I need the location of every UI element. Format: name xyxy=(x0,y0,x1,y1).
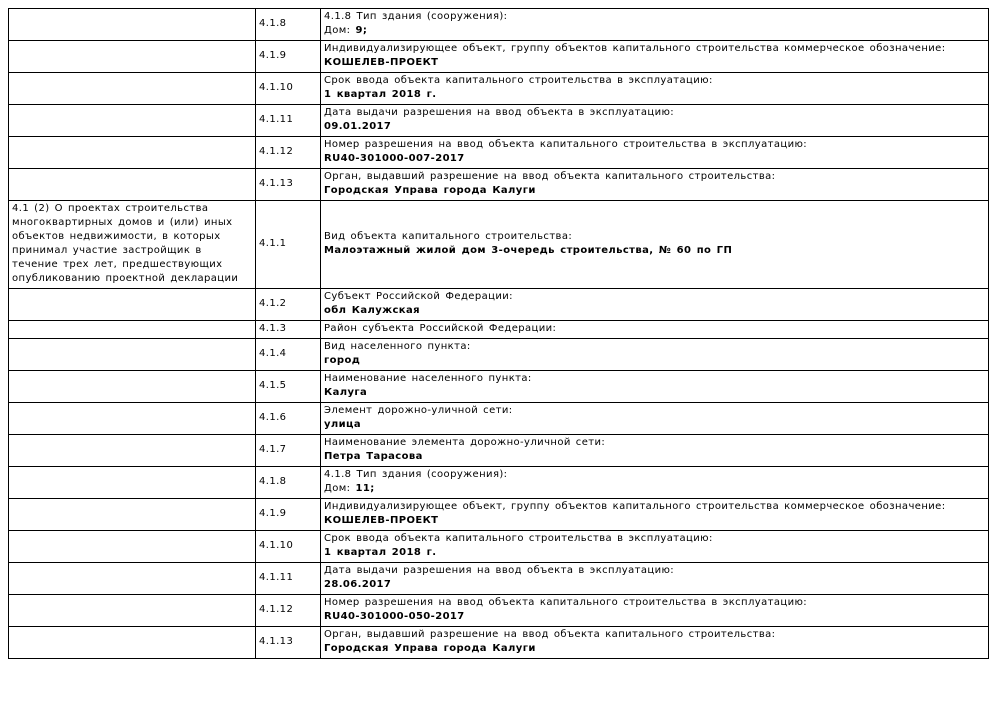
table-row xyxy=(9,9,989,41)
field-value-line xyxy=(324,120,985,134)
field-value-line xyxy=(324,56,985,70)
table-row xyxy=(9,499,989,531)
section-label-cell xyxy=(9,137,256,169)
field-value: RU40-301000-050-2017 xyxy=(324,611,465,622)
field-value: RU40-301000-007-2017 xyxy=(324,153,465,164)
field-value: 09.01.2017 xyxy=(324,121,392,132)
section-label-cell xyxy=(9,627,256,659)
field-label: 4.1.8 Тип здания (сооружения): xyxy=(324,11,508,22)
row-code: 4.1.9 xyxy=(256,41,321,73)
table-body xyxy=(9,9,989,659)
row-content xyxy=(321,321,989,339)
field-value-line xyxy=(324,514,985,528)
row-code: 4.1.7 xyxy=(256,435,321,467)
field-label: Срок ввода объекта капитального строительства в эксплуатацию: xyxy=(324,533,713,544)
table-row xyxy=(9,467,989,499)
field-label: Дата выдачи разрешения на ввод объекта в эксплуатацию: xyxy=(324,565,675,576)
row-code: 4.1.3 xyxy=(256,321,321,339)
section-label-cell xyxy=(9,41,256,73)
field-value-line xyxy=(324,152,985,166)
row-content xyxy=(321,371,989,403)
row-code: 4.1.9 xyxy=(256,499,321,531)
field-value-line xyxy=(324,184,985,198)
table-row xyxy=(9,403,989,435)
table-row xyxy=(9,531,989,563)
row-content xyxy=(321,563,989,595)
row-content xyxy=(321,41,989,73)
table-row xyxy=(9,41,989,73)
field-value-line xyxy=(324,578,985,592)
field-label: 4.1.8 Тип здания (сооружения): xyxy=(324,469,508,480)
field-value-line xyxy=(324,450,985,464)
field-value-line xyxy=(324,642,985,656)
row-code: 4.1.1 xyxy=(256,201,321,289)
field-label: Наименование элемента дорожно-уличной сети: xyxy=(324,437,606,448)
field-value: 1 квартал 2018 г. xyxy=(324,89,437,100)
field-value: Калуга xyxy=(324,387,368,398)
field-value: 11; xyxy=(355,483,375,494)
field-label: Орган, выдавший разрешение на ввод объекта капитального строительства: xyxy=(324,171,776,182)
table-row xyxy=(9,105,989,137)
section-label-cell xyxy=(9,371,256,403)
section-label-cell xyxy=(9,289,256,321)
row-code: 4.1.11 xyxy=(256,105,321,137)
field-value: 28.06.2017 xyxy=(324,579,392,590)
field-value: город xyxy=(324,355,361,366)
field-value: КОШЕЛЕВ-ПРОЕКТ xyxy=(324,57,439,68)
section-label-cell xyxy=(9,339,256,371)
field-label: Район субъекта Российской Федерации: xyxy=(324,323,557,334)
table-row xyxy=(9,563,989,595)
row-content xyxy=(321,403,989,435)
field-value-line xyxy=(324,610,985,624)
row-code: 4.1.13 xyxy=(256,169,321,201)
row-code: 4.1.4 xyxy=(256,339,321,371)
field-label: Срок ввода объекта капитального строительства в эксплуатацию: xyxy=(324,75,713,86)
section-label-cell xyxy=(9,321,256,339)
field-value-line xyxy=(324,546,985,560)
section-label-cell xyxy=(9,9,256,41)
field-value: 9; xyxy=(355,25,368,36)
row-content xyxy=(321,435,989,467)
table-row xyxy=(9,201,989,289)
row-content xyxy=(321,595,989,627)
section-label-cell xyxy=(9,105,256,137)
field-value-line xyxy=(324,304,985,318)
row-code: 4.1.5 xyxy=(256,371,321,403)
table-row xyxy=(9,73,989,105)
row-code: 4.1.8 xyxy=(256,9,321,41)
row-code: 4.1.8 xyxy=(256,467,321,499)
table-row xyxy=(9,627,989,659)
row-content xyxy=(321,169,989,201)
row-code: 4.1.12 xyxy=(256,595,321,627)
table-row xyxy=(9,321,989,339)
row-code: 4.1.11 xyxy=(256,563,321,595)
field-label: Номер разрешения на ввод объекта капитального строительства в эксплуатацию: xyxy=(324,139,808,150)
row-content xyxy=(321,201,989,289)
section-label-cell xyxy=(9,563,256,595)
field-label: Субъект Российской Федерации: xyxy=(324,291,513,302)
section-label-cell xyxy=(9,499,256,531)
row-code: 4.1.10 xyxy=(256,73,321,105)
field-value: Городская Управа города Калуги xyxy=(324,185,536,196)
field-value: Петра Тарасова xyxy=(324,451,423,462)
field-value: обл Калужская xyxy=(324,305,420,316)
row-code: 4.1.6 xyxy=(256,403,321,435)
section-label-cell xyxy=(9,403,256,435)
row-content xyxy=(321,137,989,169)
row-code: 4.1.12 xyxy=(256,137,321,169)
section-label-cell xyxy=(9,169,256,201)
field-label: Элемент дорожно-уличной сети: xyxy=(324,405,513,416)
section-label-cell xyxy=(9,435,256,467)
row-content xyxy=(321,467,989,499)
field-value-line xyxy=(324,482,985,496)
field-label: Орган, выдавший разрешение на ввод объекта капитального строительства: xyxy=(324,629,776,640)
row-code: 4.1.13 xyxy=(256,627,321,659)
row-content xyxy=(321,9,989,41)
field-label: Вид населенного пункта: xyxy=(324,341,471,352)
field-value-line xyxy=(324,24,985,38)
field-value-line xyxy=(324,354,985,368)
field-label: Наименование населенного пункта: xyxy=(324,373,532,384)
section-label-cell: 4.1 (2) О проектах строительства многоквартирных домов и (или) иных объектов недвижимости, в которых принимал участие застройщик в течение трех лет, предшествующих опубликованию проектной декларации xyxy=(9,201,256,289)
table-row xyxy=(9,339,989,371)
table-row xyxy=(9,595,989,627)
field-value-line xyxy=(324,386,985,400)
row-code: 4.1.10 xyxy=(256,531,321,563)
project-declaration-table xyxy=(8,8,989,659)
field-value-prefix: Дом: xyxy=(324,483,356,494)
row-content xyxy=(321,531,989,563)
row-content xyxy=(321,73,989,105)
section-label-cell xyxy=(9,467,256,499)
field-value: КОШЕЛЕВ-ПРОЕКТ xyxy=(324,515,439,526)
field-label: Номер разрешения на ввод объекта капитального строительства в эксплуатацию: xyxy=(324,597,808,608)
section-label-cell xyxy=(9,531,256,563)
table-row xyxy=(9,371,989,403)
field-value-line xyxy=(324,88,985,102)
row-content xyxy=(321,339,989,371)
field-value: Малоэтажный жилой дом 3-очередь строительства, № 60 по ГП xyxy=(324,245,733,256)
section-label-cell xyxy=(9,595,256,627)
section-label-cell xyxy=(9,73,256,105)
table-row xyxy=(9,435,989,467)
table-row xyxy=(9,289,989,321)
field-value: Городская Управа города Калуги xyxy=(324,643,536,654)
field-label: Дата выдачи разрешения на ввод объекта в эксплуатацию: xyxy=(324,107,675,118)
field-label: Индивидуализирующее объект, группу объектов капитального строительства коммерческое обозначение: xyxy=(324,43,946,54)
row-code: 4.1.2 xyxy=(256,289,321,321)
row-content xyxy=(321,499,989,531)
row-content xyxy=(321,105,989,137)
field-label: Вид объекта капитального строительства: xyxy=(324,231,573,242)
field-label: Индивидуализирующее объект, группу объектов капитального строительства коммерческое обозначение: xyxy=(324,501,946,512)
field-value-prefix: Дом: xyxy=(324,25,356,36)
table-row xyxy=(9,137,989,169)
field-value: улица xyxy=(324,419,362,430)
field-value-line xyxy=(324,418,985,432)
row-content xyxy=(321,289,989,321)
table-row xyxy=(9,169,989,201)
field-value-line xyxy=(324,244,985,258)
row-content xyxy=(321,627,989,659)
field-value: 1 квартал 2018 г. xyxy=(324,547,437,558)
